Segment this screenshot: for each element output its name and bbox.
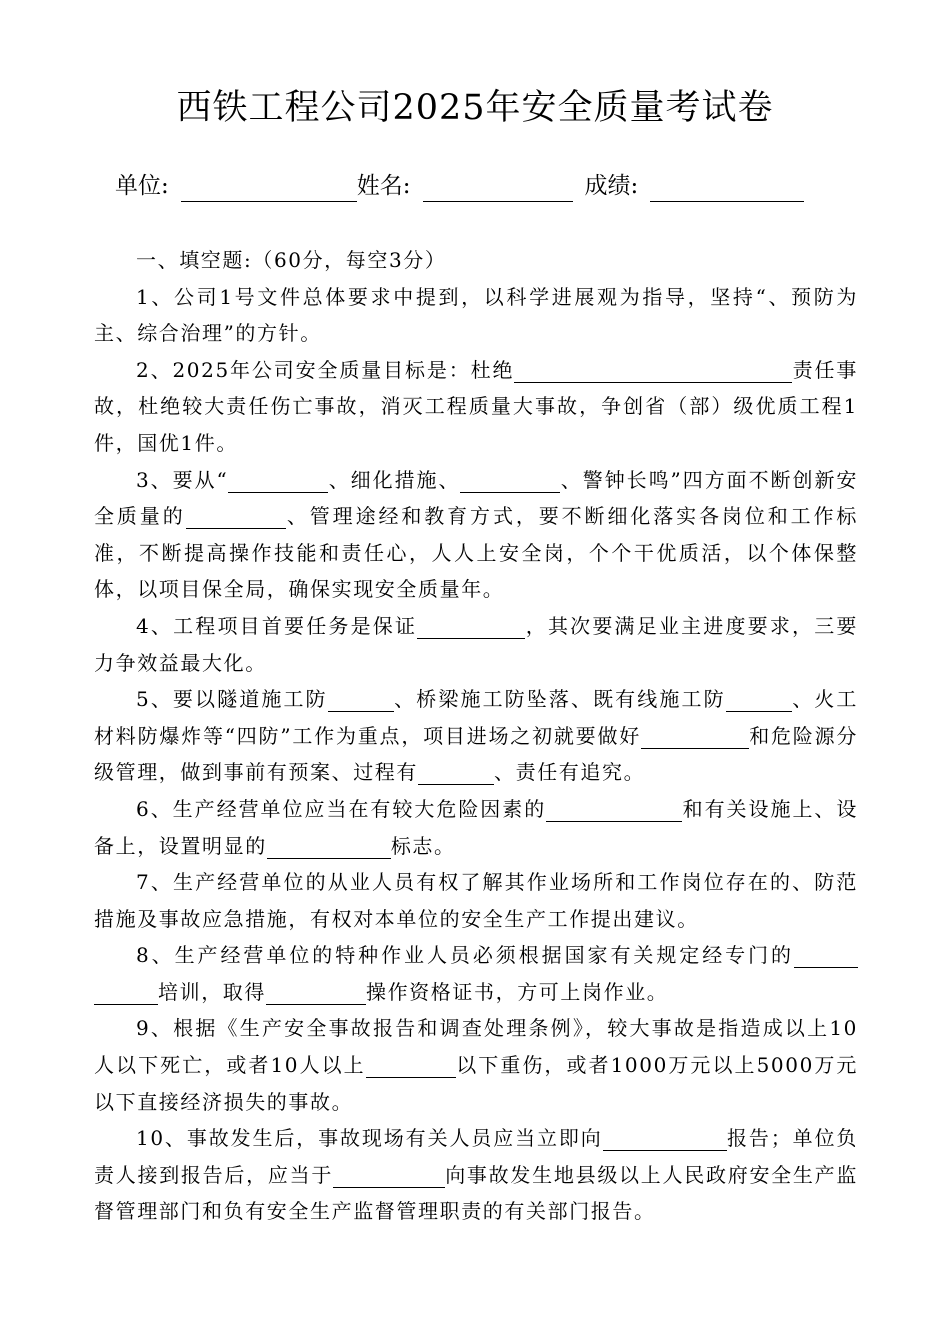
q9-text: 以下重伤，或者1000万元以上5000万元以下直接经济损失的事故。: [94, 1053, 859, 1114]
q10-text: 报告；单位负责人接到报告后，应当于: [94, 1126, 858, 1187]
name-blank[interactable]: [423, 175, 573, 202]
answer-blank[interactable]: [641, 724, 749, 749]
question-5: [94, 681, 858, 791]
answer-blank[interactable]: [726, 687, 792, 712]
answer-blank[interactable]: [603, 1126, 727, 1151]
q9-text: 9、根据《生产安全事故报告和调查处理条例》，较大事故是指造成: [136, 1016, 785, 1041]
q7-text: 7、生产经营单位的从业人员有权了解其作业场所和工作岗位存在的: [136, 870, 793, 895]
score-label: 成绩:: [584, 173, 639, 199]
answer-blank[interactable]: [328, 687, 394, 712]
section-heading: 一、填空题:（60分，每空3分）: [136, 248, 447, 272]
q1-text: 、预防为主、综合治理”的方针。: [94, 284, 858, 346]
answer-blank[interactable]: [417, 614, 525, 639]
q3-text: 3、要从“: [136, 467, 229, 492]
question-4: [94, 608, 858, 681]
exam-header: [115, 170, 875, 202]
q8-text: 8、生产经营单位的特种作业人员必须根据国家有关规定经专门的: [136, 943, 794, 968]
answer-blank[interactable]: [366, 1053, 456, 1078]
question-9: [94, 1010, 858, 1120]
answer-blank[interactable]: [186, 504, 286, 529]
q2-text: 2、2025年公司安全质量目标是：杜绝: [136, 357, 515, 382]
answer-blank[interactable]: [546, 797, 682, 822]
score-blank[interactable]: [650, 175, 804, 202]
question-10: [94, 1120, 858, 1230]
answer-blank[interactable]: [460, 468, 560, 493]
question-6: [94, 791, 858, 864]
q5-text: 和危险源分级管理，做到事前有预案、过程有: [94, 723, 858, 785]
q7-text: 、防范措施及事故应急措施，有权对本单位的安全生产工作提出建议。: [94, 870, 858, 931]
q10-text: 向事故发生地县级以上人民政府安全生产监督管理部门和负有安全生产监督管理职责的有关部门报告。: [94, 1162, 858, 1224]
q5-text: 、火工材料防爆炸等“四防”工作为重点，项目进场之初就要做好: [94, 687, 859, 748]
exam-body: [94, 242, 858, 1230]
q8-text: 操作资格证书，方可上岗作业。: [366, 979, 669, 1004]
answer-blank[interactable]: [228, 468, 328, 493]
q8-text: 培训，取得: [158, 979, 266, 1004]
question-8: [94, 937, 858, 1010]
answer-blank[interactable]: [514, 358, 792, 383]
q5-text: 、责任有追究。: [494, 760, 646, 785]
q6-text: 标志。: [390, 833, 456, 858]
q9-text: 以上10人以下死亡，或者10人以上: [94, 1016, 858, 1078]
q4-text: ，其次要满足业主进度要求，三要力争效益最大化。: [94, 613, 858, 675]
answer-blank[interactable]: [267, 834, 391, 859]
unit-blank[interactable]: [181, 175, 357, 202]
answer-blank[interactable]: [94, 980, 158, 1005]
question-1: [94, 279, 858, 352]
q5-text: 、桥梁施工防坠落、既有线施工防: [393, 687, 726, 712]
answer-blank[interactable]: [794, 943, 858, 968]
q5-text: 5、要以隧道施工防: [136, 687, 328, 712]
exam-title: 西铁工程公司2025年安全质量考试卷: [176, 88, 774, 128]
answer-blank[interactable]: [266, 980, 366, 1005]
question-3: [94, 462, 858, 608]
answer-blank[interactable]: [418, 760, 494, 785]
q3-text: 、细化措施、: [328, 467, 461, 492]
q10-text: 10、事故发生后，事故现场有关人员应当立即向: [136, 1126, 603, 1151]
q6-text: 6、生产经营单位应当在有较大危险因素的: [136, 796, 547, 821]
q1-text: 1、公司1号文件总体要求中提到，以科学进展观为指导，坚持“: [136, 284, 768, 309]
q6-text: 和有关设施上、设备上，设置明显的: [94, 796, 859, 858]
q4-text: 4、工程项目首要任务是保证: [136, 613, 418, 638]
q2-text: 责任事故，杜绝较大责任伤亡事故，消灭工程质量大事故，争创省（部）级优质工程1件，国优1件。: [94, 357, 858, 455]
name-label: 姓名:: [356, 173, 411, 199]
question-7: [94, 864, 858, 937]
q3-text: 、警钟长鸣”四方面不断创新安全质量的: [94, 467, 858, 529]
q3-text: 、管理途经和教育方式，要不断细化落实各岗位和工作标准，不断提高操作技能和责任心，人人上安全岗，个个干优质活，以个体保整体，以项目保全局，确保实现安全质量年。: [94, 504, 859, 602]
unit-label: 单位:: [115, 173, 169, 199]
question-2: [94, 352, 858, 462]
answer-blank[interactable]: [333, 1163, 445, 1188]
